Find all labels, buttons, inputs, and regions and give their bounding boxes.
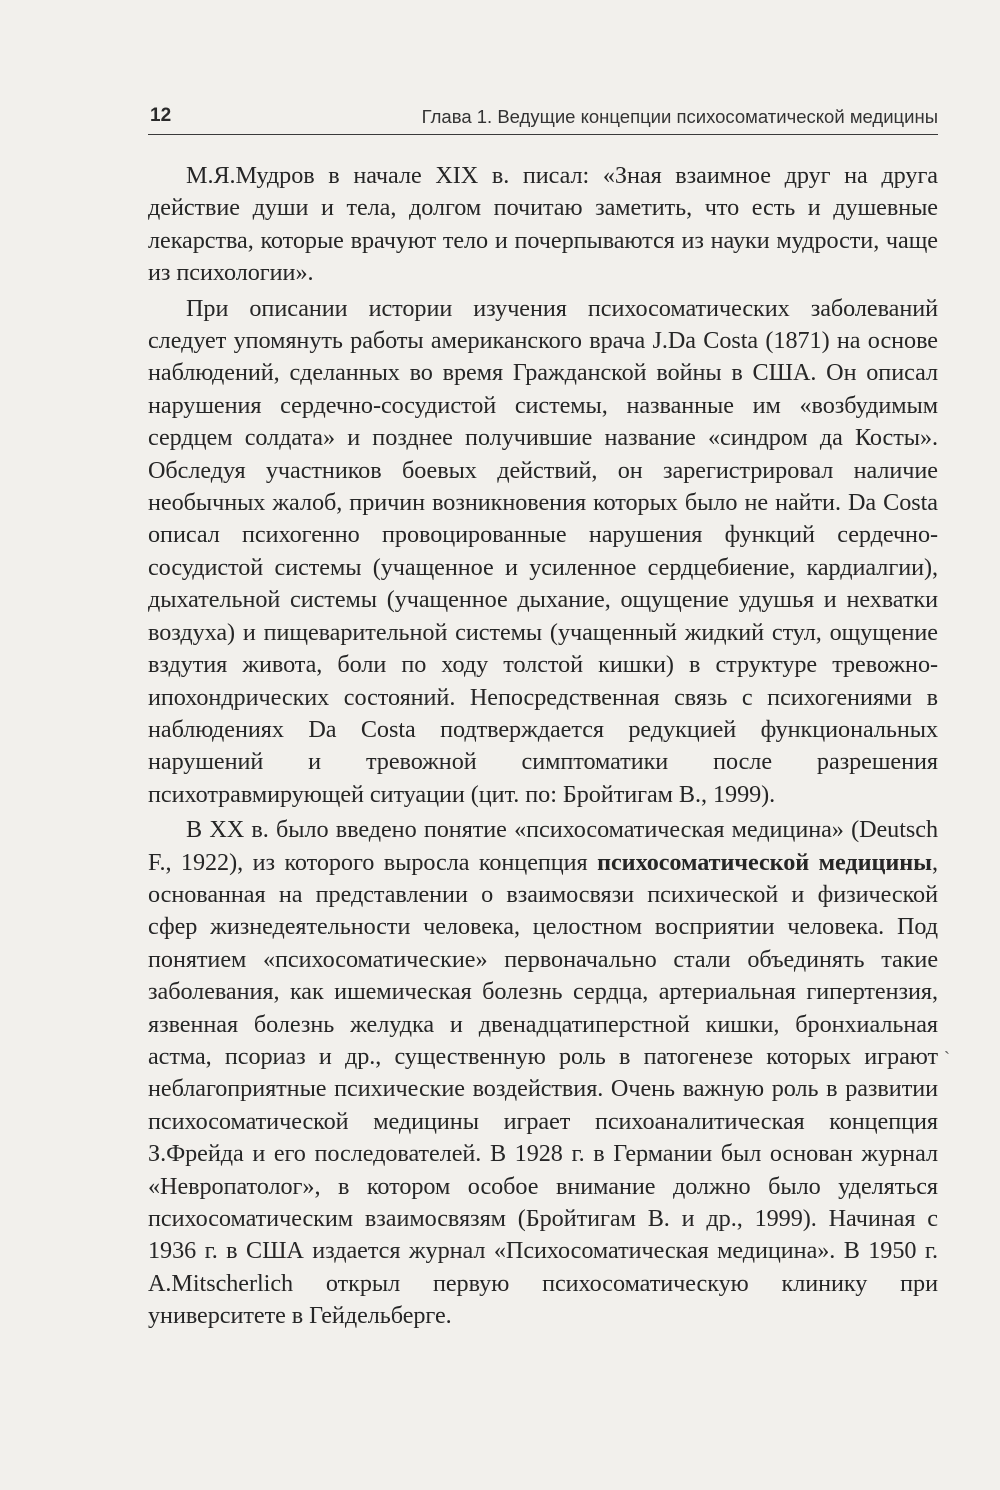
paragraph-psychosomatic-medicine	[148, 814, 938, 1333]
page-number: 12	[150, 105, 172, 126]
paragraph-text-after: , основанная на представлении о взаимосвязи психической и физической сфер жизнедеятельности человека, целостном восприятии человека. Под понятием «психосоматические» первоначально стали объединять такие заболевания, как ишемическая болезнь сердца, артериальная гипертензия, язвенная болезнь желудка и двенадцатиперстной кишки, бронхиальная астма, псориаз и др., существенную роль в патогенезе которых играют неблагоприятные психические воздействия. Очень важную роль в развитии психосоматической медицины играет психоаналитическая концепция З.Фрейда и его последователей. В 1928 г. в Германии был основан журнал «Невропатолог», в котором особое внимание должно было уделяться психосоматическим взаимосвязям (Бройтигам В. и др., 1999). Начиная с 1936 г. в США издается журнал «Психосоматическая медицина». В 1950 г. A.Mitscherlich открыл первую психосоматическую клинику при университете в Гейдельберге.	[148, 848, 938, 1330]
page-header	[148, 96, 938, 135]
margin-mark: ˋ	[944, 1048, 950, 1068]
paragraph-text-before: В XX в. было введено понятие «психосоматическая медицина» (Deutsch F., 1922), из которого выросла концепция	[148, 816, 938, 876]
text-body	[148, 160, 938, 1333]
bold-term: психосоматической медицины	[597, 848, 932, 876]
paragraph-da-costa: При описании истории изучения психосоматических заболеваний следует упомянуть работы американского врача J.Da Costa (1871) на основе наблюдений, сделанных во время Гражданской войны в США. Он описал нарушения сердечно-сосудистой системы, названные им «возбудимым сердцем солдата» и позднее получившие название «синдром да Косты». Обследуя участников боевых действий, он зарегистрировал наличие необычных жалоб, причин возникновения которых было не найти. Da Costa описал психогенно провоцированные нарушения функций сердечно-сосудистой системы (учащенное и усиленное сердцебиение, кардиалгии), дыхательной системы (учащенное дыхание, ощущение удушья и нехватки воздуха) и пищеварительной системы (учащенный жидкий стул, ощущение вздутия живота, боли по ходу толстой кишки) в структуре тревожно-ипохондрических состояний. Непосредственная связь с психогениями в наблюдениях Da Costa подтверждается редукцией функциональных нарушений и тревожной симптоматики после разрешения психотравмирующей ситуации (цит. по: Бройтигам В., 1999).	[148, 294, 938, 808]
running-title: Глава 1. Ведущие концепции психосоматической медицины	[421, 106, 938, 127]
paragraph-mudrov: М.Я.Мудров в начале XIX в. писал: «Зная взаимное друг на друга действие души и тела, долгом почитаю заметить, что есть и душевные лекарства, которые врачуют тело и почерпываются из науки мудрости, чаще из психологии».	[148, 162, 938, 287]
